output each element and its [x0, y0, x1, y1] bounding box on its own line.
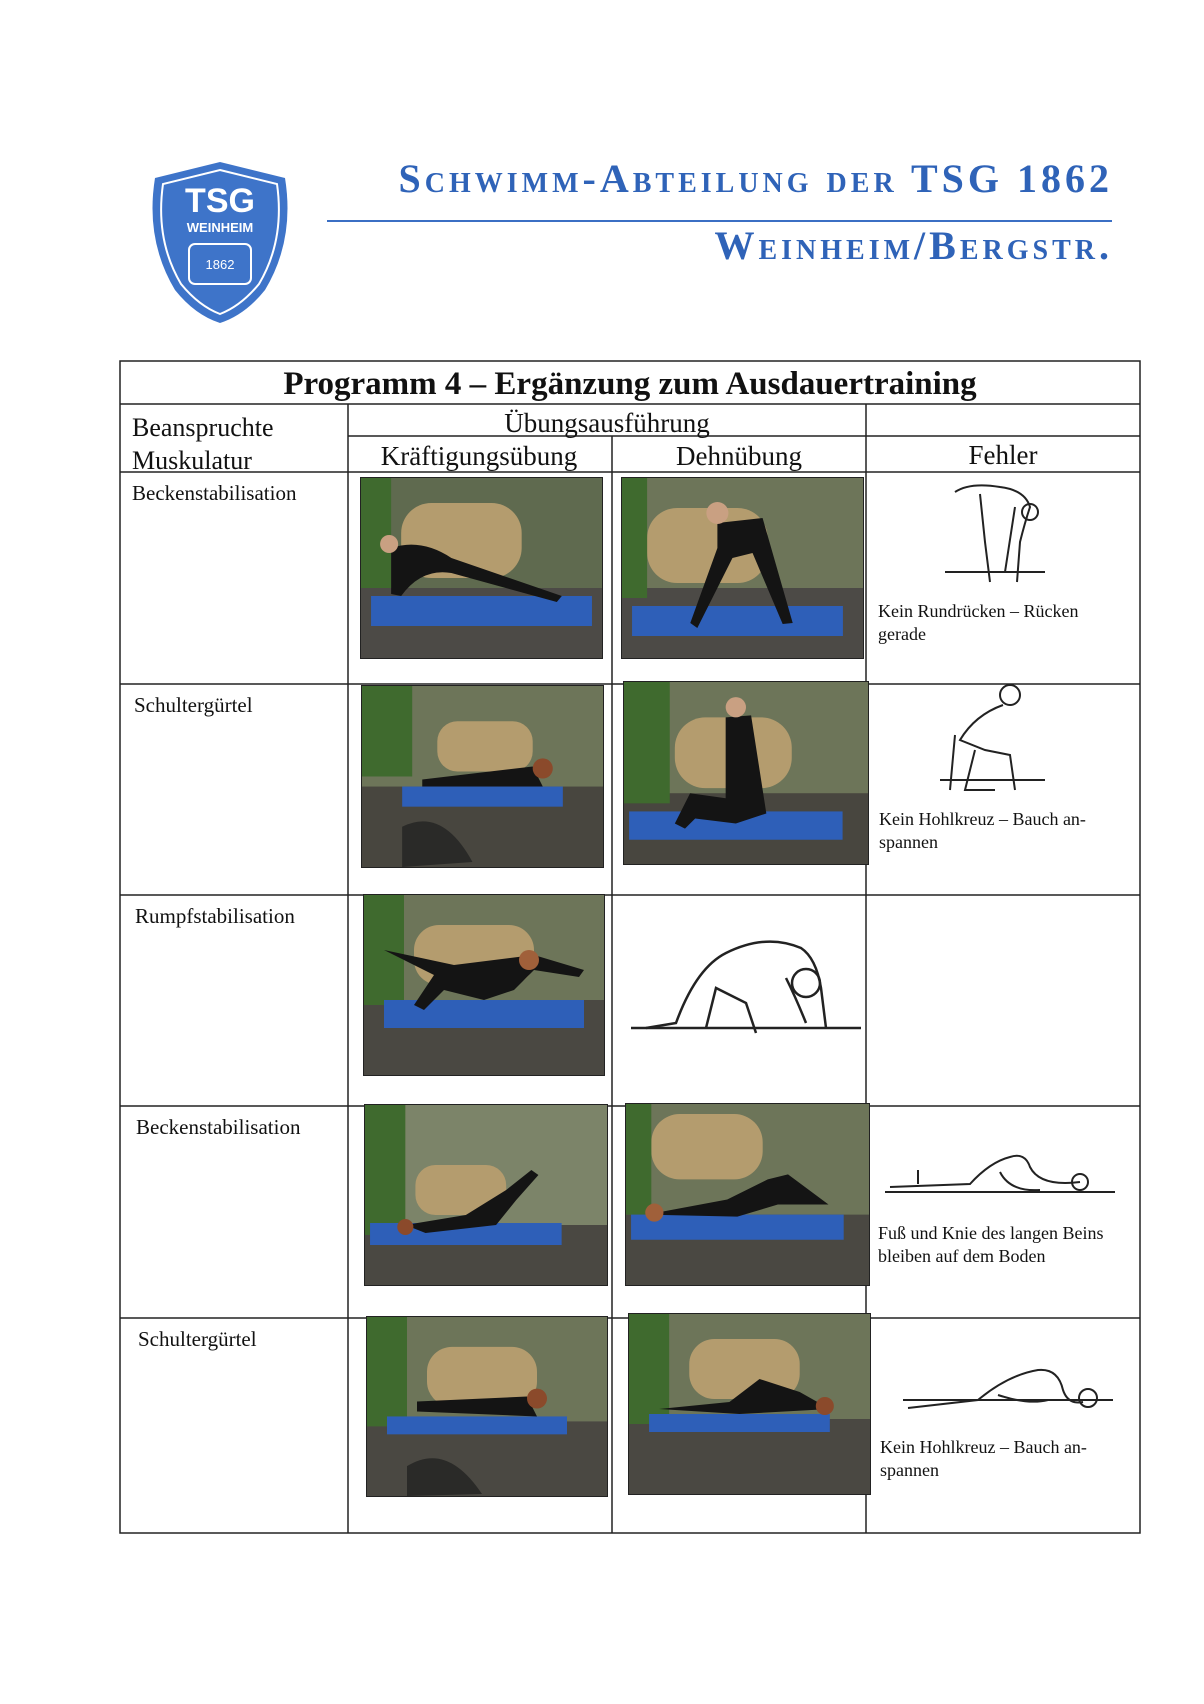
table-title: Programm 4 – Ergänzung zum Ausdauertraining: [283, 366, 977, 402]
logo-year-text: 1862: [205, 257, 235, 272]
stretch-exercise-photo: [623, 681, 869, 865]
club-name-line1: Schwimm-Abteilung der TSG 1862: [398, 156, 1113, 201]
header-execution: Übungsausführung: [504, 408, 710, 438]
club-name-line2: Weinheim/Bergstr.: [714, 223, 1113, 268]
strength-exercise-photo: [361, 685, 604, 868]
strength-exercise-photo: [366, 1316, 608, 1497]
club-logo: [145, 160, 295, 325]
stretch-exercise-photo: [628, 1313, 871, 1495]
header-errors: Fehler: [968, 440, 1038, 470]
row-muscle-label: Rumpfstabilisation: [135, 904, 295, 928]
header-muscle: Beanspruchte Muskulatur: [132, 413, 274, 475]
logo-city-text: WEINHEIM: [186, 220, 254, 235]
strength-exercise-photo: [364, 1104, 608, 1286]
header-strength: Kräftigungsübung: [380, 441, 578, 471]
stretch-exercise-photo: [625, 1103, 870, 1286]
row-error-text: Kein Hohlkreuz – Bauch an-spannen: [880, 1437, 1087, 1480]
error-sketch-hollow-back: [935, 680, 1055, 805]
row-error-text: Fuß und Knie des langen Beins bleiben auf dem Boden: [878, 1223, 1104, 1266]
stretch-exercise-photo: [621, 477, 864, 659]
row-muscle-label: Beckenstabilisation: [132, 481, 297, 505]
row-muscle-label: Beckenstabilisation: [136, 1115, 301, 1139]
strength-exercise-photo: [360, 477, 603, 659]
row-muscle-label: Schultergürtel: [134, 693, 253, 717]
error-sketch-quad-stretch: [898, 1360, 1118, 1425]
stretch-sketch-child-pose: [626, 928, 866, 1058]
header-stretch: Dehnübung: [676, 441, 802, 471]
row-muscle-label: Schultergürtel: [138, 1327, 257, 1351]
row-error-text: Kein Hohlkreuz – Bauch an-spannen: [879, 809, 1086, 852]
strength-exercise-photo: [363, 894, 605, 1076]
error-sketch-leg-pull: [880, 1142, 1120, 1207]
logo-tsg-text: TSG: [185, 182, 255, 220]
row-error-text: Kein Rundrücken – Rücken gerade: [878, 601, 1079, 644]
error-sketch-rounded-back: [935, 482, 1050, 592]
